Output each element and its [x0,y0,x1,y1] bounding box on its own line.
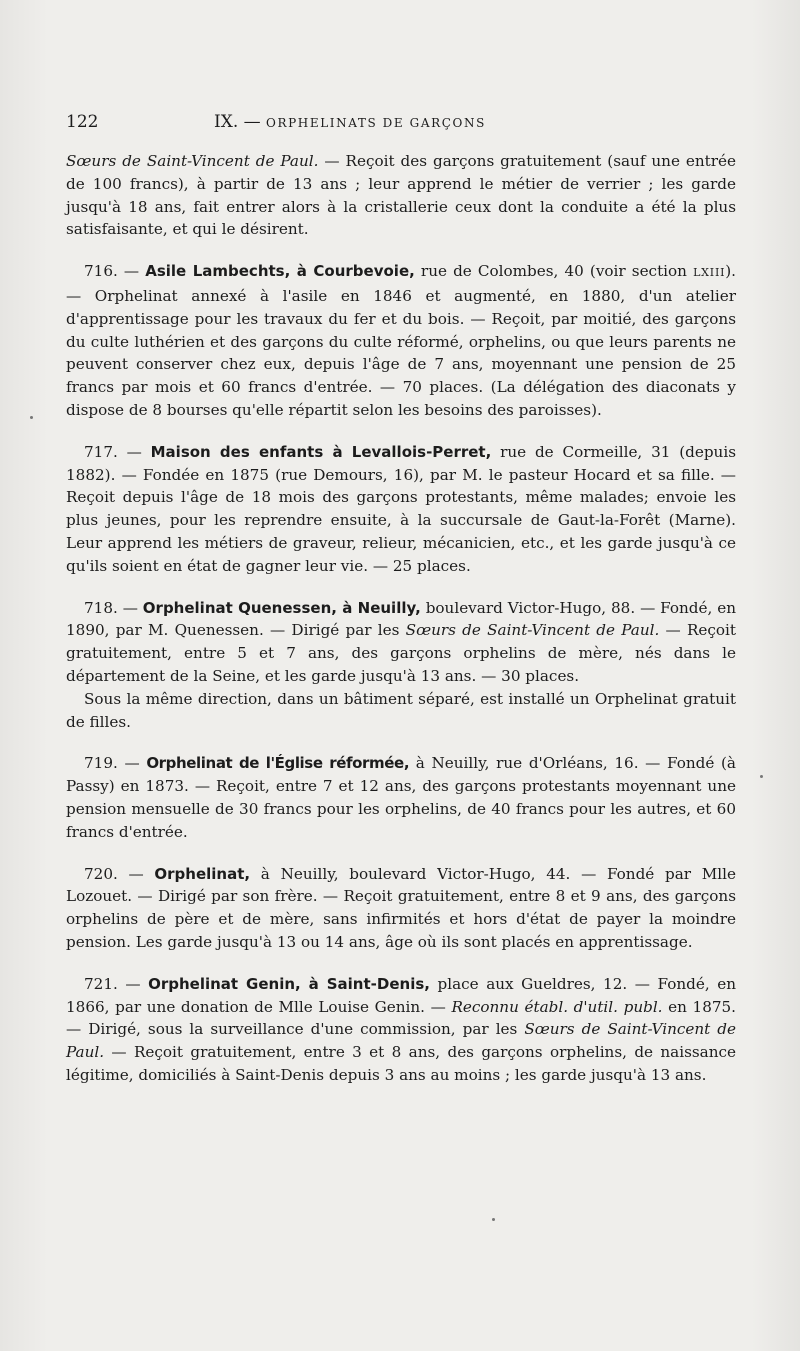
entry-716-number: 716. — [84,262,146,281]
running-header [66,112,736,136]
running-title [214,112,486,132]
entry-719-number: 719. — [84,754,147,773]
chapter-number: IX. [214,112,239,132]
entry-721-text3: — Reçoit gratuitement, entre 3 et 8 ans, des garçons orphelins, de naissance légitime, domiciliés à Saint-Denis depuis 3 ans au moins ; les garde jusqu'à 13 ans. [66,1043,736,1084]
entry-719-text: à Neuilly, rue d'Orléans, 16. — Fondé (à Passy) en 1873. — Reçoit, entre 7 et 12 ans, des garçons protestants moyennant une pension mensuelle de 30 francs pour les orphelins, de 40 francs pour les autres, et 60 francs d'entrée. [66,754,736,841]
entry-717-text: rue de Cormeille, 31 (depuis 1882). — Fondée en 1875 (rue Demours, 16), par M. le pasteur Hocard et sa fille. — Reçoit depuis l'âge de 18 mois des garçons protestants, même malades; envoie les plus jeunes, pour les reprendre ensuite, à la succursale de Gaut-la-Forêt (Marne). Leur apprend les métiers de graveur, relieur, mécanicien, etc., et les garde jusqu'à ce qu'ils soient en état de gagner leur vie. — 25 places. [66,442,736,575]
intro-text: — Reçoit des garçons gratuitement (sauf une entrée de 100 francs), à partir de 13 ans ; leur apprend le métier de verrier ; les garde jusqu'à 18 ans, fait entrer alors à la cristallerie ceux dont la conduite a été la plus satisfaisante, et qui le désirent. [66,152,736,239]
paper-speck [30,416,33,419]
entry-718-italic: Sœurs de Saint-Vincent de Paul. [405,621,660,640]
entry-719-name: Orphelinat de l'Église réformée, [146,754,410,773]
entry-721-text2: en 1875. — Dirigé, sous la surveillance d'une commission, par les [66,997,737,1039]
intro-paragraph [66,150,736,241]
entry-721 [66,973,736,1087]
entry-718-number: 718. — [84,598,143,617]
paper-speck [492,1218,495,1221]
page-number: 122 [66,112,99,132]
entry-721-italic1: Reconnu établ. d'util. publ. [451,997,663,1016]
entry-721-italic2: Sœurs de Saint-Vincent de Paul. [66,1020,736,1062]
entry-720 [66,863,736,954]
entry-717-number: 717. — [84,442,151,461]
entry-716 [66,260,736,422]
entry-716-text2: ). — Orphelinat annexé à l'asile en 1846 et augmenté, en 1880, d'un atelier d'apprentissage pour les travaux du fer et du bois. — Reçoit, par moitié, des garçons du culte luthérien et des garçons du culte réformé, orphelins, ou que leurs parents ne peuvent conserver chez eux, depuis l'âge de 7 ans, moyennant une pension de 25 francs par mois et 60 francs d'entrée. — 70 places. (La délégation des diaconats y dispose de 8 bourses qu'elle répartit selon les besoins des paroisses). [66,262,736,419]
page-body [66,150,736,1087]
entry-721-name: Orphelinat Genin, à Saint-Denis, [148,974,430,993]
entry-718-text1: boulevard Victor-Hugo, 88. — Fondé, en 1890, par M. Quenessen. — Dirigé par les [66,598,736,640]
intro-italic: Sœurs de Saint-Vincent de Paul. [66,152,319,170]
entry-717-name: Maison des enfants à Levallois-Perret, [150,442,492,461]
entry-719 [66,752,736,843]
entry-718-text2: — Reçoit gratuitement, entre 5 et 7 ans, des garçons orphelins de mère, nés dans le département de la Seine, et les garde jusqu'à 13 ans. — 30 places. [66,621,736,685]
entry-716-section: LXIII [693,266,726,280]
entry-718-para2: Sous la même direction, dans un bâtiment séparé, est installé un Orphelinat gratuit de filles. [66,689,736,731]
entry-718-name: Orphelinat Quenessen, à Neuilly, [142,598,421,617]
entry-721-number: 721. — [84,974,149,993]
entry-720-number: 720. — [84,864,155,883]
entry-721-text1: place aux Gueldres, 12. — Fondé, en 1866, par une donation de Mlle Louise Genin. — [66,974,736,1016]
entry-716-name: Asile Lambechts, à Courbevoie, [145,262,415,281]
chapter-title: ORPHELINATS DE GARÇONS [266,116,486,130]
entry-716-text1: rue de Colombes, 40 (voir section [414,262,694,281]
entry-720-text: à Neuilly, boulevard Victor-Hugo, 44. — Fondé par Mlle Lozouet. — Dirigé par son frère. — Reçoit gratuitement, entre 8 et 9 ans, des garçons orphelins de père et de mère, sans infirmités et hors d'état de payer la moindre pension. Les garde jusqu'à 13 ou 14 ans, âge où ils sont placés en apprentissage. [66,864,736,951]
entry-718 [66,597,736,688]
paper-speck [760,775,763,778]
header-dash: — [243,112,261,132]
entry-717 [66,441,736,578]
entry-720-name: Orphelinat, [154,864,251,883]
